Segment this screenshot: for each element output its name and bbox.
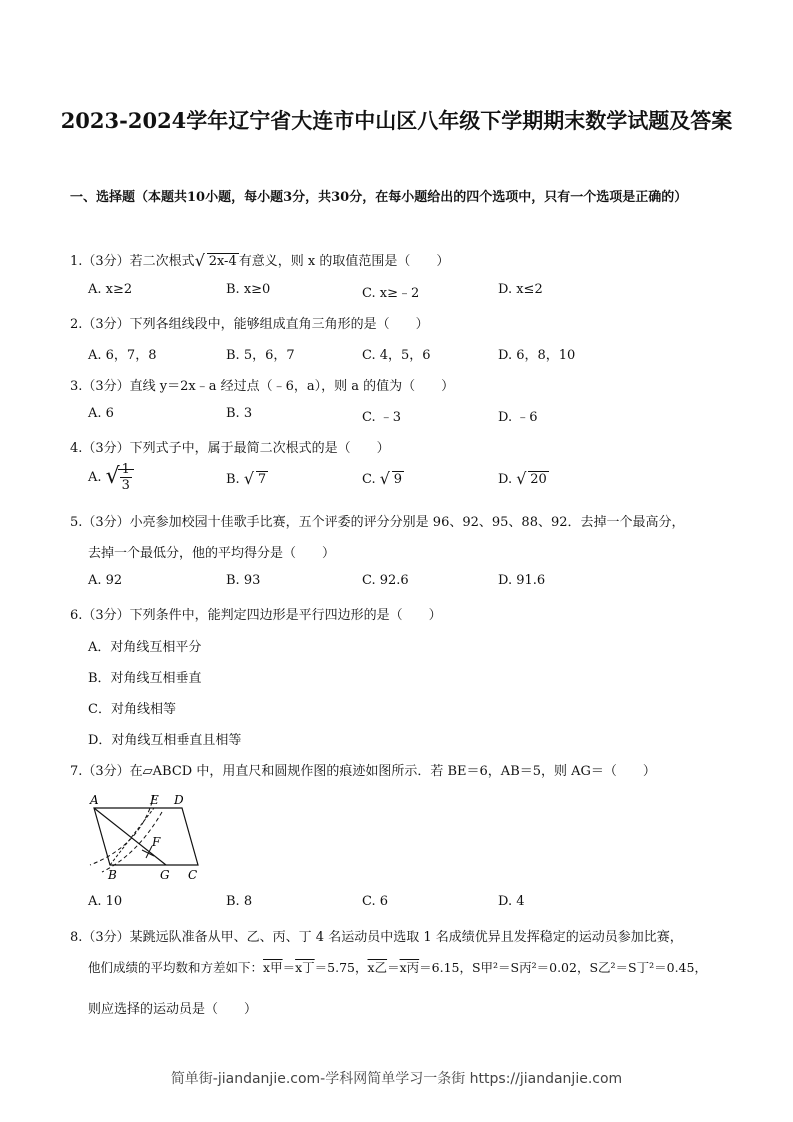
question-6: 6.（3分）下列条件中，能判定四边形是平行四边形的是（ ） (70, 608, 442, 623)
q1-option-d[interactable]: D. x≤2 (498, 282, 543, 297)
q1-prefix: 1.（3分）若二次根式 (70, 254, 195, 269)
question-8-line-1: 8.（3分）某跳远队准备从甲、乙、丙、丁 4 名运动员中选取 1 名成绩优异且发挥稳定的运动员参加比赛， (70, 930, 683, 945)
q6-option-a[interactable]: A．对角线互相平分 (88, 640, 202, 655)
question-5-line-2: 去掉一个最低分，他的平均得分是（ ） (88, 546, 336, 561)
q2-option-a[interactable]: A. 6，7，8 (88, 348, 157, 363)
q4-option-a-radical: √ $\frac{1}{3}$ (106, 462, 134, 493)
q4-c-radicand: 9 (393, 472, 403, 487)
q1-option-b[interactable]: B. x≥0 (226, 282, 271, 297)
q4-option-d-radical: √ 20 (516, 469, 547, 488)
q4-option-b-radical: √ 7 (243, 469, 267, 488)
question-4: 4.（3分）下列式子中，属于最简二次根式的是（ ） (70, 441, 390, 456)
q3-option-b[interactable]: B. 3 (226, 406, 253, 421)
q4-option-a-label: A. (88, 470, 102, 485)
q4-option-d-label: D. (498, 472, 513, 487)
q4-option-b[interactable] (226, 469, 268, 488)
q8-mean-jia: x甲 (263, 960, 283, 975)
q1-radicand: 2x-4 (208, 254, 237, 269)
q4-option-c-label: C. (362, 472, 376, 487)
question-8-line-3: 则应选择的运动员是（ ） (88, 1002, 258, 1017)
q5-option-d[interactable]: D. 91.6 (498, 573, 546, 588)
q4-option-c-radical: √ 9 (379, 469, 403, 488)
q8-mean-yi: x乙 (367, 960, 388, 975)
q3-option-c[interactable]: C. ﹣3 (362, 410, 402, 425)
q3-option-d[interactable]: D. ﹣6 (498, 410, 538, 425)
q5-option-b[interactable]: B. 93 (226, 573, 261, 588)
q2-option-c[interactable]: C. 4，5，6 (362, 348, 431, 363)
q4-a-numerator: 1 (121, 462, 130, 477)
q8-mean-value-2: ＝6.15， (419, 960, 472, 975)
q1-radical: √ 2x-4 (194, 251, 237, 270)
q7-parallelogram-figure (82, 790, 212, 882)
q1-option-a[interactable]: A. x≥2 (88, 282, 133, 297)
label-c: C (188, 868, 198, 882)
q7-option-d[interactable]: D. 4 (498, 894, 525, 909)
section-heading: 一、选择题（本题共10小题，每小题3分，共30分，在每小题给出的四个选项中，只有一个选项是正确的） (70, 190, 688, 205)
q8-line2-prefix: 他们成绩的平均数和方差如下： (88, 960, 264, 975)
q3-option-a[interactable]: A. 6 (88, 406, 114, 421)
q6-option-d[interactable]: D．对角线互相垂直且相等 (88, 733, 242, 748)
q1-suffix: 有意义，则 x 的取值范围是（ ） (238, 254, 450, 269)
footer-watermark[interactable]: 简单街-jiandanjie.com-学科网简单学习一条街 https://jiandanjie.com (170, 1071, 623, 1087)
q8-variance-2: S乙²＝S丁²＝0.45， (589, 960, 707, 975)
q5-option-a[interactable]: A. 92 (88, 573, 123, 588)
q4-b-radicand: 7 (257, 472, 267, 487)
q6-option-c[interactable]: C．对角线相等 (88, 702, 176, 717)
question-2: 2.（3分）下列各组线段中，能够组成直角三角形的是（ ） (70, 317, 429, 332)
q8-variance-1: S甲²＝S丙²＝0.02， (471, 960, 590, 975)
q7-option-a[interactable]: A. 10 (88, 894, 123, 909)
segment-be (110, 808, 154, 865)
question-5-line-1: 5.（3分）小亮参加校园十佳歌手比赛，五个评委的评分分别是 96、92、95、88、92．去掉一个最高分， (70, 515, 685, 530)
q6-option-b[interactable]: B．对角线互相垂直 (88, 671, 202, 686)
question-3: 3.（3分）直线 y＝2x﹣a 经过点（﹣6，a），则 a 的值为（ ） (70, 379, 455, 394)
q7-option-c[interactable]: C. 6 (362, 894, 389, 909)
label-b: B (108, 868, 117, 882)
question-1 (70, 250, 449, 269)
question-8-line-2: 他们成绩的平均数和方差如下：x甲＝x丁＝5.75，x乙＝x丙＝6.15，S甲²＝S丙²＝0.02，S乙²＝S丁²＝0.45， (88, 960, 707, 975)
q4-a-denominator: 3 (121, 478, 130, 493)
q8-mean-ding: x丁 (295, 960, 315, 975)
q8-mean-value-1: ＝5.75， (314, 960, 368, 975)
q5-option-c[interactable]: C. 92.6 (362, 573, 409, 588)
label-g: G (160, 868, 170, 882)
q2-option-d[interactable]: D. 6，8，10 (498, 348, 576, 363)
q2-option-b[interactable]: B. 5，6，7 (226, 348, 295, 363)
q4-option-b-label: B. (226, 472, 240, 487)
label-d: D (174, 793, 184, 807)
page-title: 2023-2024学年辽宁省大连市中山区八年级下学期期末数学试题及答案 (60, 108, 733, 133)
q4-option-a[interactable] (88, 462, 134, 493)
label-e: E (150, 793, 159, 807)
label-f: F (152, 835, 161, 849)
question-7: 7.（3分）在▱ABCD 中，用直尺和圆规作图的痕迹如图所示．若 BE＝6，AB＝5，则 AG＝（ ） (70, 764, 656, 779)
q8-mean-bing: x丙 (399, 960, 420, 975)
q1-option-c[interactable]: C. x≥﹣2 (362, 286, 420, 301)
label-a: A (90, 793, 99, 807)
q7-option-b[interactable]: B. 8 (226, 894, 253, 909)
q4-d-radicand: 20 (530, 472, 547, 487)
q4-option-c[interactable] (362, 469, 404, 488)
q4-option-d[interactable] (498, 469, 549, 488)
